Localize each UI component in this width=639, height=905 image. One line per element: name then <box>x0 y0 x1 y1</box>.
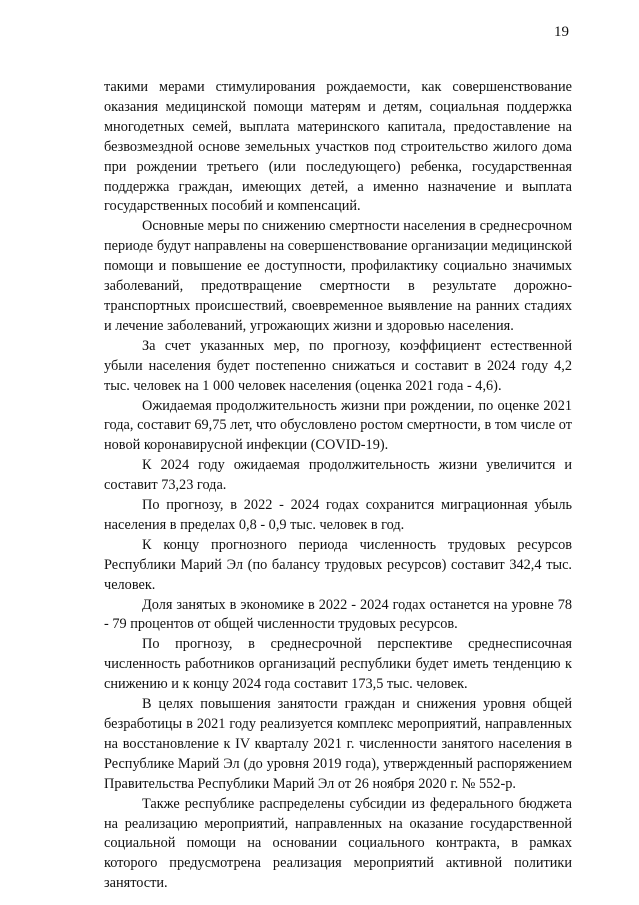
paragraph-life-expectancy-2021: Ожидаемая продолжительность жизни при рождении, по оценке 2021 года, составит 69,75 лет, что обусловлено ростом смертности, в том числе от новой коронавирусной инфекции (COVID-19). <box>104 397 572 454</box>
paragraph-employment-share: Доля занятых в экономике в 2022 - 2024 годах останется на уровне 78 - 79 процентов от общей численности трудовых ресурсов. <box>104 596 572 633</box>
page-number: 19 <box>554 24 569 40</box>
paragraph-life-expectancy-2024: К 2024 году ожидаемая продолжительность жизни увеличится и составит 73,23 года. <box>104 457 572 494</box>
paragraph-unemployment-measures: В целях повышения занятости граждан и снижения уровня общей безработицы в 2021 году реализуется комплекс мероприятий, направленных на восстановление к IV кварталу 2021 г. численности занятого населения в Республике Марий Эл (до уровня 2019 года), утвержденный распоряжением Правительства Республики Марий Эл от 26 ноября 2020 г. № 552-р. <box>104 696 572 792</box>
paragraph-mortality-measures: Основные меры по снижению смертности населения в среднесрочном периоде будут направлены на совершенствование организации медицинской помощи и повышение ее доступности, профилактику социально значимых заболеваний, предотвращение смертности в результате дорожно-транспортных происшествий, своевременное выявление на ранних стадиях и лечение заболеваний, угрожающих жизни и здоровью населения. <box>104 218 572 334</box>
paragraph-labor-resources: К концу прогнозного периода численность трудовых ресурсов Республики Марий Эл (по балансу трудовых ресурсов) составит 342,4 тыс. человек. <box>104 536 572 593</box>
paragraph-natural-decline: За счет указанных мер, по прогнозу, коэффициент естественной убыли населения будет постепенно снижаться и составит в 2024 году 4,2 тыс. человек на 1 000 человек населения (оценка 2021 года - 4,6). <box>104 337 572 394</box>
paragraph-headcount: По прогнозу, в среднесрочной перспективе среднесписочная численность работников организаций республики будет иметь тенденцию к снижению и к концу 2024 года составит 173,5 тыс. человек. <box>104 636 572 693</box>
document-body <box>104 78 572 894</box>
paragraph-migration: По прогнозу, в 2022 - 2024 годах сохранится миграционная убыль населения в пределах 0,8 - 0,9 тыс. человек в год. <box>104 497 572 533</box>
paragraph-subsidies: Также республике распределены субсидии из федерального бюджета на реализацию мероприятий, направленных на оказание государственной социальной помощи на основании социального контракта, в рамках которого предусмотрена реализация мероприятий активной политики занятости. <box>104 795 572 892</box>
paragraph-birth-rate-measures: такими мерами стимулирования рождаемости, как совершенствование оказания медицинской помощи матерям и детям, социальная поддержка многодетных семей, выплата материнского капитала, предоставление на безвозмездной основе земельных участков под строительство жилого дома при рождении третьего (или последующего) ребенка, государственная поддержка граждан, имеющих детей, а именно назначение и выплата государственных пособий и компенсаций. <box>104 79 572 215</box>
